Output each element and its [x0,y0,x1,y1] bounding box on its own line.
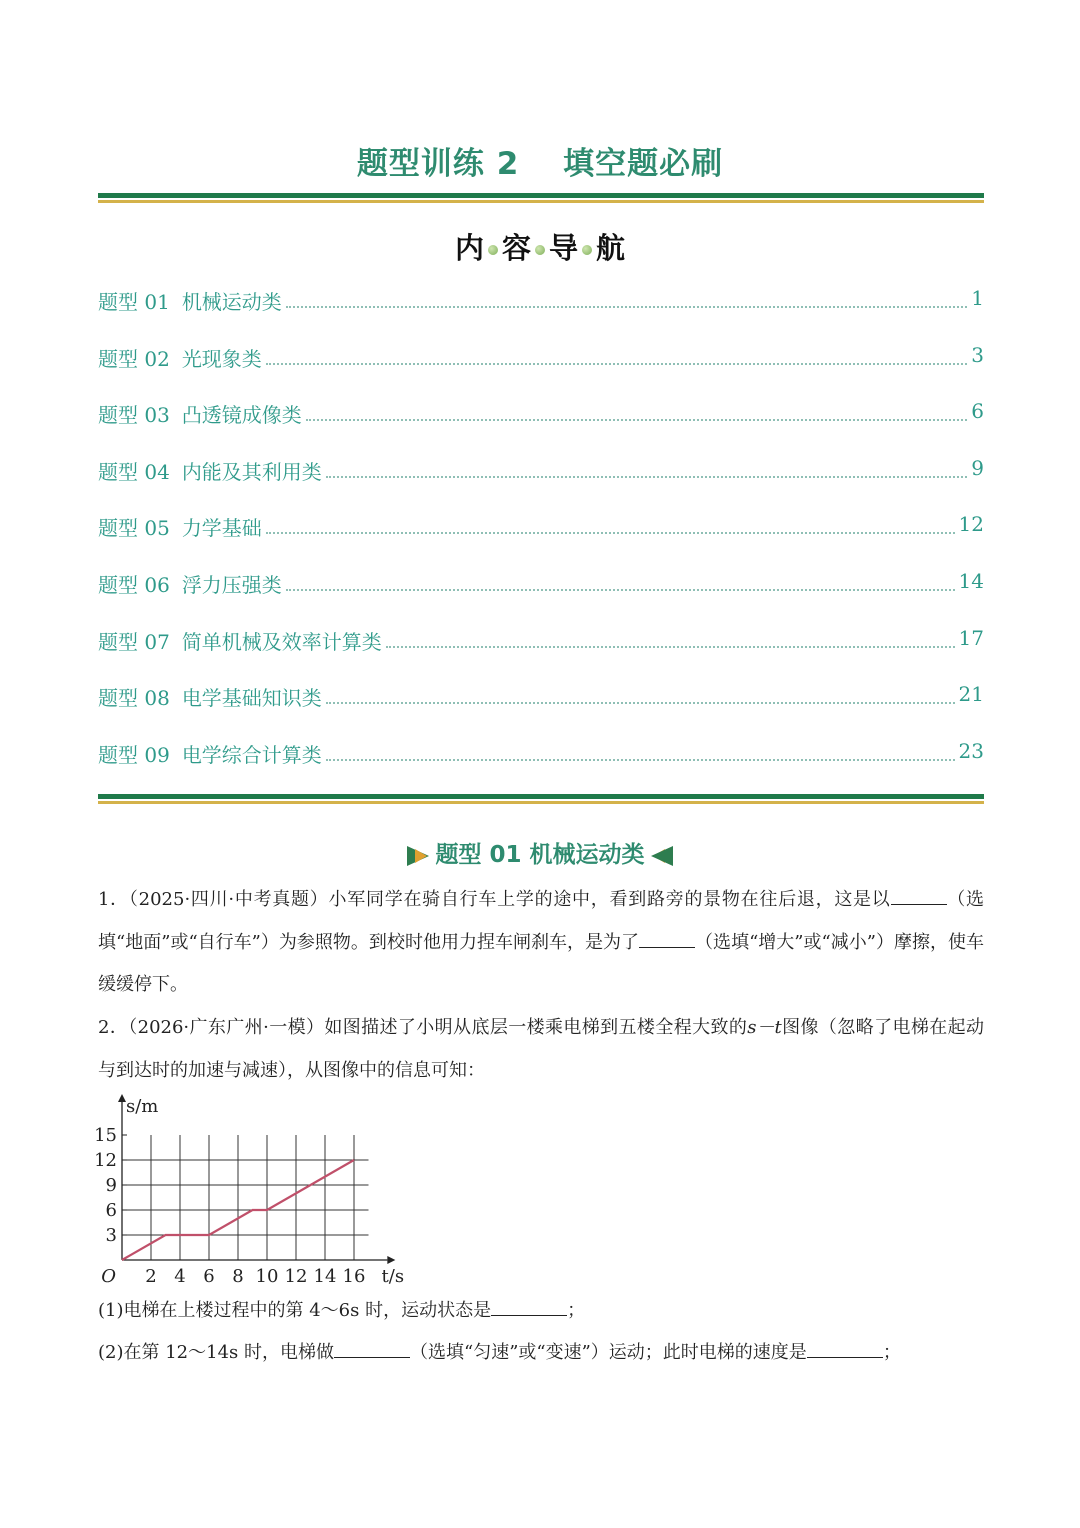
title-divider [98,193,984,203]
st-symbol: s－t [747,1017,782,1038]
toc-item[interactable] [98,399,984,456]
question-text: 2．（2026·广东广州·一模）如图描述了小明从底层一楼乘电梯到五楼全程大致的 [98,1017,748,1038]
toc-item-label: 题型 03 [98,403,170,428]
toc-item-label: 题型 06 [98,572,170,597]
toc-leader [326,739,955,761]
toc-item[interactable] [98,682,984,739]
x-tick-label: 14 [313,1266,337,1287]
toc-item-label: 题型 07 [98,629,170,654]
x-tick-label: 2 [145,1266,157,1287]
y-tick-label: 9 [105,1175,117,1196]
y-tick-label: 3 [105,1225,117,1246]
x-tick-label: 12 [284,1266,308,1287]
toc-leader [266,343,967,365]
toc-item-page: 9 [971,455,984,480]
y-tick-label: 12 [94,1150,117,1171]
toc-item-topic: 电学基础知识类 [181,686,322,711]
toc-item-page: 1 [971,286,984,310]
toc-item-page: 12 [958,512,984,537]
question-text: （选填“匀速”或“变速”）运动；此时电梯的速度是 [410,1342,807,1363]
question-text: ； [882,1342,901,1363]
toc-leader [326,682,955,704]
answer-blank[interactable] [491,1295,567,1316]
answer-blank[interactable] [891,884,947,905]
toc-item-label: 题型 04 [98,459,170,484]
toc-item-page: 21 [958,682,984,707]
toc-item-label: 题型 01 [98,290,170,314]
toc-item-topic: 浮力压强类 [181,572,282,597]
toc-leader [306,399,967,421]
toc-heading-char: 航 [596,231,626,265]
toc-item[interactable] [98,512,984,569]
toc-item[interactable] [98,456,984,513]
toc-item[interactable] [98,626,984,683]
x-tick-label: 8 [232,1266,244,1287]
question-2-sub-1 [98,1290,984,1333]
x-tick-label: 10 [255,1266,279,1287]
y-axis-label: s/m [126,1096,159,1117]
toc-item[interactable] [98,569,984,626]
toc-leader [326,456,967,478]
origin-label: O [101,1266,116,1287]
arrow-right-accent-icon [415,849,427,863]
x-tick-label: 16 [342,1266,366,1287]
table-of-contents [98,286,984,795]
question-text: (1)电梯在上楼过程中的第 4～6s 时，运动状态是 [98,1300,492,1321]
question-2-sub-2 [98,1332,984,1375]
toc-item-page: 23 [958,738,984,763]
section-title [0,836,1080,869]
toc-item-label: 题型 02 [98,346,170,371]
x-tick-label: 6 [203,1266,215,1287]
toc-item-page: 14 [958,568,984,593]
y-tick-label: 6 [105,1200,117,1221]
toc-heading-char: 容 [501,231,531,265]
dot-icon [488,245,498,255]
toc-item-topic: 光现象类 [181,346,262,371]
toc-item-page: 3 [971,342,984,367]
answer-blank[interactable] [639,927,695,948]
question-text: 图像（忽略了电梯在起动与到达时的加速与减速），从图像中的信息可知： [98,1017,985,1081]
arrow-left-icon [651,846,673,866]
y-tick-label: 15 [94,1125,117,1146]
question-text: （选填“地面”或“自行车”）为参照物。到校时他用力捏车闸刹车，是为了 [98,889,984,953]
answer-blank[interactable] [807,1337,883,1358]
toc-item-label: 题型 09 [98,742,170,767]
st-graph [94,1090,408,1290]
toc-item-topic: 力学基础 [181,516,262,541]
toc-item-topic: 内能及其利用类 [181,459,322,484]
x-axis-arrow-icon [387,1256,395,1264]
toc-heading-char: 内 [454,231,484,265]
toc-heading [0,226,1080,267]
toc-heading-char: 导 [549,231,579,265]
toc-item[interactable] [98,343,984,400]
toc-leader [386,626,955,648]
answer-blank[interactable] [334,1337,410,1358]
question-text: ； [567,1300,586,1321]
toc-item-page: 17 [958,625,984,650]
x-axis-label: t/s [381,1266,405,1287]
question-text: 1．（2025·四川·中考真题）小军同学在骑自行车上学的途中，看到路旁的景物在往后退，这是以 [98,889,891,910]
x-tick-label: 4 [174,1266,186,1287]
toc-item[interactable] [98,739,984,796]
question-1 [98,879,984,1007]
toc-leader [286,286,967,308]
y-axis-arrow-icon [118,1094,126,1102]
toc-leader [266,512,955,534]
toc-item-label: 题型 05 [98,516,170,541]
section-title-text: 题型 01 机械运动类 [435,842,645,868]
question-2 [98,1007,984,1092]
toc-leader [286,569,955,591]
document-title: 题型训练 2 填空题必刷 [356,146,724,182]
toc-item-topic: 简单机械及效率计算类 [181,629,382,654]
toc-item-topic: 机械运动类 [181,290,282,314]
dot-icon [535,245,545,255]
question-text: （选填“增大”或“减小”）摩擦，使车缓缓停下。 [98,931,984,995]
question-text: (2)在第 12～14s 时，电梯做 [98,1342,334,1363]
toc-item-topic: 凸透镜成像类 [181,403,302,428]
toc-item[interactable] [98,286,984,343]
toc-item-page: 6 [971,399,984,424]
toc-item-topic: 电学综合计算类 [181,742,322,767]
dot-icon [582,245,592,255]
toc-divider [98,794,984,804]
toc-item-label: 题型 08 [98,686,170,711]
